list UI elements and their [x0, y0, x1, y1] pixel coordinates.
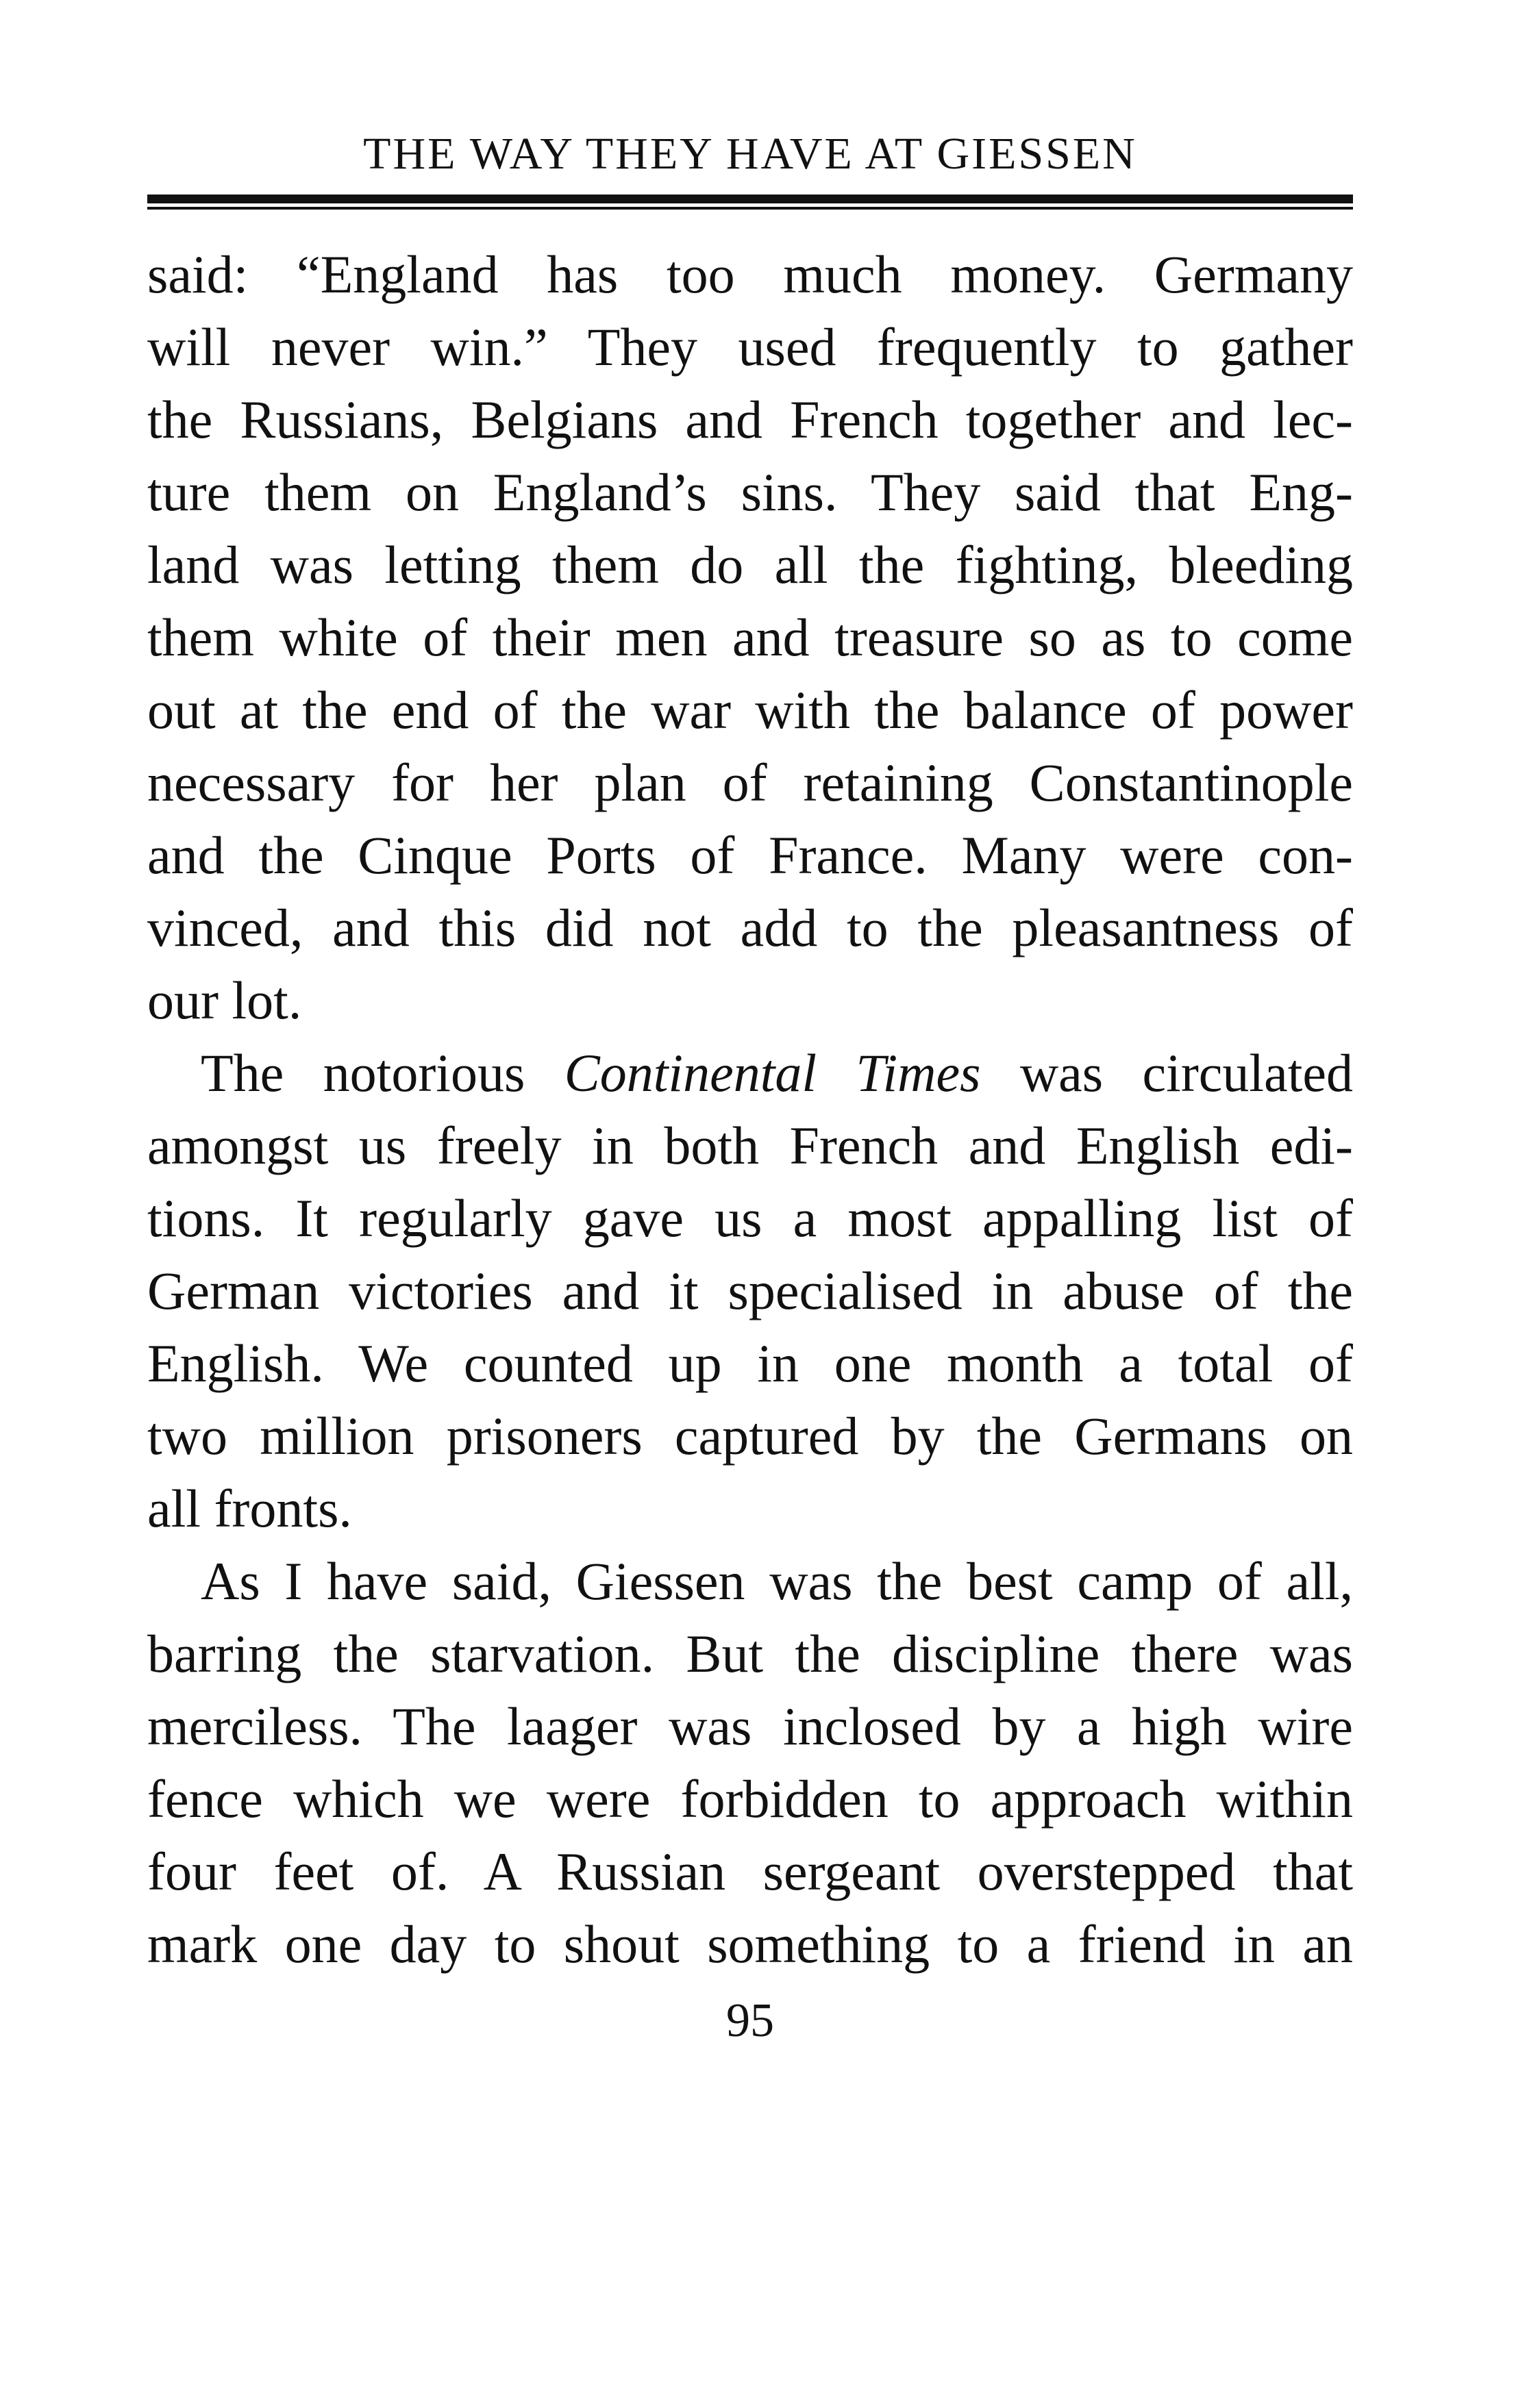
header-rule-thin	[147, 207, 1353, 210]
text-line: said: “England has too much money. Germany	[147, 244, 1353, 304]
running-head: THE WAY THEY HAVE AT GIESSEN	[363, 129, 1137, 179]
text-line: English. We counted up in one month a total of	[147, 1333, 1353, 1393]
text-line: our lot.	[147, 970, 302, 1030]
text-line: four feet of. A Russian sergeant overstepped that	[147, 1842, 1353, 1901]
text-run: The notorious	[201, 1043, 564, 1103]
text-line: merciless. The laager was inclosed by a high wire	[147, 1696, 1353, 1756]
text-line: them white of their men and treasure so as to come	[147, 607, 1353, 667]
text-line: the Russians, Belgians and French together and lec-	[147, 390, 1353, 449]
text-line: all fronts.	[147, 1479, 352, 1538]
text-line: two million prisoners captured by the Germans on	[147, 1406, 1353, 1466]
text-line: As I have said, Giessen was the best camp of all,	[201, 1551, 1353, 1611]
text-line: mark one day to shout something to a friend in an	[147, 1914, 1353, 1974]
body-text	[147, 238, 1353, 1981]
header-rule-thick	[147, 195, 1353, 203]
paragraph-1	[147, 238, 1353, 1037]
text-line: German victories and it specialised in abuse of the	[147, 1261, 1353, 1320]
text-line: land was letting them do all the fighting, bleeding	[147, 535, 1353, 594]
publication-title: Continental Times	[564, 1043, 981, 1103]
text-run: was circulated	[980, 1043, 1353, 1103]
text-line: vinced, and this did not add to the pleasantness of	[147, 898, 1353, 957]
text-line: and the Cinque Ports of France. Many were con-	[147, 825, 1353, 885]
text-line: ture them on England’s sins. They said that Eng-	[147, 462, 1353, 522]
text-line: tions. It regularly gave us a most appalling list of	[147, 1188, 1353, 1248]
text-line: out at the end of the war with the balance of power	[147, 680, 1353, 740]
paragraph-2	[147, 1037, 1353, 1545]
text-line: necessary for her plan of retaining Constantinople	[147, 753, 1353, 812]
text-line: amongst us freely in both French and English edi-	[147, 1116, 1353, 1175]
text-line: will never win.” They used frequently to gather	[147, 317, 1353, 377]
text-line: fence which we were forbidden to approach within	[147, 1769, 1353, 1829]
text-line: barring the starvation. But the discipline there was	[147, 1624, 1353, 1683]
book-page	[147, 123, 1353, 2052]
paragraph-3	[147, 1545, 1353, 1981]
page-number: 95	[726, 1994, 774, 2047]
text-line	[147, 1037, 1353, 1109]
